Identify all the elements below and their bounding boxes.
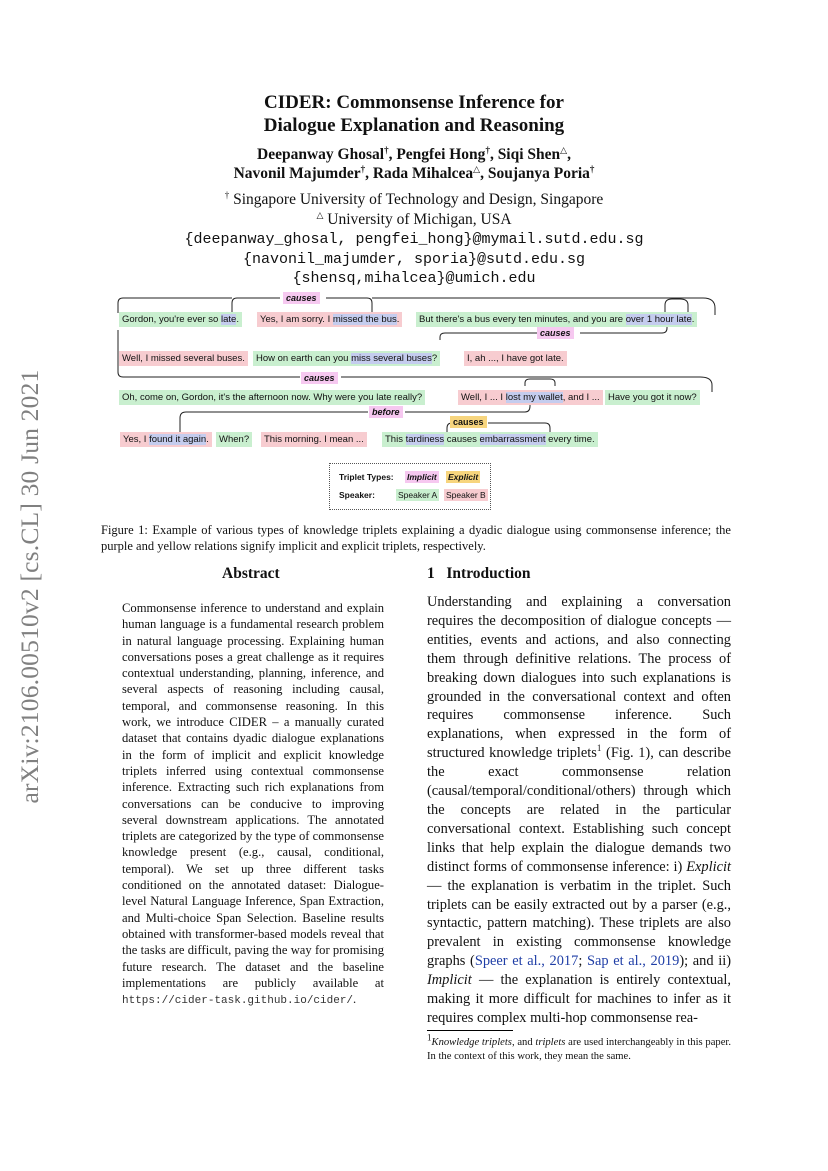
utt-text: .	[691, 314, 695, 325]
utt-text: Yes, I am sorry. I	[260, 314, 333, 325]
utterance-4: Well, I missed several buses.	[119, 351, 248, 366]
affiliation-text: Singapore University of Technology and Design, Singapore	[229, 191, 604, 208]
abstract-body	[122, 600, 384, 1009]
utt-text: Well, I ... I	[461, 392, 506, 403]
legend-triplet-types-label: Triplet Types:	[339, 472, 394, 482]
intro-text: ;	[578, 953, 587, 970]
email-line-2: {navonil_majumder, sporia}@sutd.edu.sg	[242, 251, 586, 268]
utt-text: , and I ...	[562, 392, 600, 403]
footnote-mark: 1	[427, 1032, 432, 1043]
author-ghosal: Deepanway Ghosal	[257, 146, 385, 163]
affil-mark: †	[589, 163, 595, 174]
abstract-text: Commonsense inference to understand and explain human language is a fundamental research problem in natural language processing. Explaining human conversations poses a great challenge as it requires contextual understanding, planning, inference, and several aspects of reasoning including causal, temporal, and commonsense reasoning. In this work, we introduce CIDER – a manually curated dataset that contains dyadic dialogue explanations in the form of implicit and explicit knowledge triplets inferred using contextual commonsense inference. Extracting such rich explanations from conversations can be conducive to improving several downstream applications. The annotated triplets are categorized by the type of commonsense knowledge present (e.g., causal, conditional, temporal). We set up three different tasks conditioned on the annotated dataset: Dialogue-level Natural Language Inference, Span Extraction, and Multi-choice Span Selection. Baseline results obtained with transformer-based models reveal that the tasks are difficult, paving the way for promising future research. The dataset and the baseline implementations are publicly available at	[122, 601, 384, 990]
relation-label-r2: causes	[537, 327, 574, 339]
utt-text: Gordon, you're ever so	[122, 314, 221, 325]
paper-title-line-1: CIDER: Commonsense Inference for	[264, 92, 564, 113]
affil-mark: †	[224, 189, 230, 200]
utterance-12: This morning. I mean ...	[261, 432, 367, 447]
utterance-1	[119, 312, 242, 327]
author-sep: ,	[567, 146, 571, 163]
utterance-2	[257, 312, 402, 327]
concept-span: miss several buses	[351, 353, 432, 364]
affil-mark: △	[560, 144, 568, 155]
utterance-13	[382, 432, 598, 447]
utterance-5	[253, 351, 440, 366]
utt-text: This	[385, 434, 406, 445]
relation-label-r4: before	[369, 406, 403, 418]
legend-speaker-label: Speaker:	[339, 490, 375, 500]
link-r3b	[525, 379, 555, 386]
utterance-8	[458, 390, 603, 405]
affil-mark: †	[485, 144, 490, 155]
figure-1	[0, 0, 828, 520]
footnote-text: are used interchangeably in this paper. In the context of this work, they mean the same.	[427, 1037, 731, 1062]
paper-title-line-2: Dialogue Explanation and Reasoning	[263, 115, 565, 136]
legend-implicit: Implicit	[407, 472, 437, 482]
legend-speaker-b: Speaker B	[446, 490, 486, 500]
utt-text: ?	[431, 353, 438, 364]
abstract-text-end: .	[353, 992, 357, 1007]
figure-caption: Figure 1: Example of various types of knowledge triplets explaining a dyadic dialogue using commonsense inference; the purple and yellow relations signify implicit and explicit triplets, respectively.	[101, 523, 731, 553]
intro-body	[427, 593, 731, 1028]
relation-label-r3: causes	[301, 372, 338, 384]
abstract-heading: Abstract	[222, 565, 280, 582]
utt-text: Yes, I	[123, 434, 150, 445]
utterance-10	[120, 432, 212, 447]
intro-heading: 1 Introduction	[427, 565, 531, 582]
link-loop	[665, 299, 688, 312]
utt-text: .	[206, 434, 209, 445]
figure-legend	[329, 463, 491, 510]
author-majumder: Navonil Majumder	[233, 165, 361, 182]
footnote-text: , and	[511, 1037, 536, 1048]
concept-span: over 1 hour late	[625, 314, 692, 325]
footnote-ref[interactable]: 1	[596, 743, 602, 754]
dataset-link[interactable]: https://cider-task.github.io/cider/	[122, 995, 354, 1008]
utterance-9: Have you got it now?	[605, 390, 700, 405]
concept-span: lost my wallet	[505, 392, 563, 403]
utt-text: causes	[444, 434, 480, 445]
utterance-3	[416, 312, 697, 327]
utterance-11: When?	[216, 432, 252, 447]
utt-text: every time.	[545, 434, 595, 445]
concept-span: found it again	[149, 434, 207, 445]
utt-text: But there's a bus every ten minutes, and you are	[419, 314, 626, 325]
footnote-rule	[427, 1030, 513, 1031]
affil-mark: †	[360, 163, 366, 174]
footnote-text: Knowledge triplets	[431, 1037, 512, 1048]
utt-text: .	[396, 314, 400, 325]
citation-sap[interactable]: Sap et al., 2019	[587, 953, 680, 970]
affiliation-text: University of Michigan, USA	[323, 211, 512, 228]
intro-text: — the explanation is verbatim in the triplet. Such triplets can be easily extracted out by a parser (e.g., syntactic, pattern matching). These triplets are also prevalent in existing commonsense knowledge graphs (	[427, 877, 731, 970]
affil-mark: †	[384, 144, 389, 155]
citation-speer[interactable]: Speer et al., 2017	[474, 953, 579, 970]
footnote-text: triplets	[535, 1037, 566, 1048]
author-poria: , Soujanya Poria	[480, 165, 590, 182]
utterance-6: I, ah ..., I have got late.	[464, 351, 567, 366]
affil-mark: △	[473, 163, 481, 174]
concept-span: late	[220, 314, 237, 325]
relation-label-r5: causes	[450, 416, 487, 428]
author-mihalcea: , Rada Mihalcea	[365, 165, 474, 182]
arxiv-id: arXiv:2106.00510v2 [cs.CL] 30 Jun 2021	[15, 369, 44, 804]
concept-span: embarrassment	[479, 434, 546, 445]
legend-explicit: Explicit	[448, 472, 479, 482]
intro-text: (Fig. 1), can describe the exact commonsense relation (causal/temporal/conditional/others) through which the concepts are related in the particular conversational context. Establishing such concept links that help explain the dialogue demands two distinct forms of commonsense inference: i)	[427, 745, 731, 875]
utt-text: How on earth can you	[256, 353, 352, 364]
utterance-7: Oh, come on, Gordon, it's the afternoon now. Why were you late really?	[119, 390, 425, 405]
relation-label-r1: causes	[283, 292, 320, 304]
utt-text: .	[236, 314, 239, 325]
author-hong: , Pengfei Hong	[388, 146, 486, 163]
intro-text: — the explanation is entirely contextual, making it more difficult for machines to infer as it requires complex multi-hop commonsense rea-	[427, 972, 731, 1026]
legend-speaker-a: Speaker A	[398, 490, 438, 500]
intro-implicit: Implicit	[427, 972, 472, 989]
author-shen: , Siqi Shen	[489, 146, 561, 163]
affil-mark: △	[316, 209, 324, 220]
footnote	[427, 1032, 731, 1063]
concept-span: tardiness	[405, 434, 445, 445]
intro-explicit: Explicit	[686, 858, 731, 875]
email-line-1: {deepanway_ghosal, pengfei_hong}@mymail.sutd.edu.sg	[184, 231, 644, 248]
email-line-3: {shensq,mihalcea}@umich.edu	[292, 270, 536, 287]
intro-text: ); and ii)	[679, 953, 731, 970]
intro-text: Understanding and explaining a conversation requires the decomposition of dialogue concepts — entities, events and actions, and also connecting them through definitive relations. The process of breaking down dialogues into such explanations is grounded in the conversational context and often requires commonsense inference. Such explanations, when expressed in the form of structured knowledge triplets	[427, 594, 731, 762]
concept-span: missed the bus	[332, 314, 397, 325]
